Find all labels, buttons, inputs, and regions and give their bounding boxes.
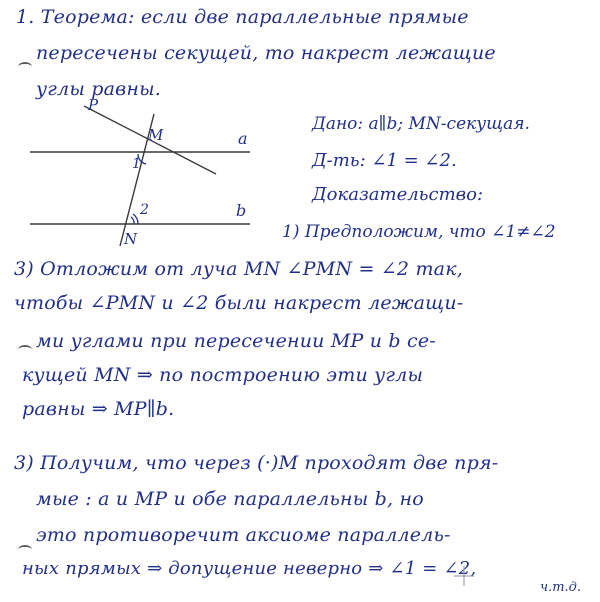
- proof-step-2-line-1: 3) Отложим от луча MN ∠PMN = ∠2 так,: [14, 258, 463, 280]
- binder-hole-mark: [18, 62, 32, 71]
- label-2: 2: [140, 202, 149, 218]
- theorem-line-3: углы равны.: [36, 78, 162, 100]
- pencil-cross-mark: [452, 564, 476, 588]
- proof-step-2-line-3: ми углами при пересечении MP и b се-: [36, 330, 436, 352]
- binder-hole-mark: [18, 345, 32, 354]
- proof-step-3-line-4: ных прямых ⇒ допущение неверно ⇒ ∠1 = ∠2,: [22, 558, 477, 579]
- theorem-line-2: пересечены секущей, то накрест лежащие: [36, 42, 496, 64]
- proof-step-3-line-1: 3) Получим, что через (·)M проходят две пря-: [14, 452, 499, 474]
- proof-step-2-line-4: кущей MN ⇒ по построению эти углы: [22, 364, 424, 386]
- label-b: b: [236, 201, 247, 220]
- to-prove-text: Д-ть: ∠1 = ∠2.: [312, 150, 457, 171]
- proof-step-1: 1) Предположим, что ∠1≠∠2: [282, 222, 556, 242]
- proof-step-2-line-5: равны ⇒ MP∥b.: [22, 398, 175, 420]
- qed-mark: ч.т.д.: [540, 580, 582, 595]
- proof-step-3-line-2: мые : a и MP и обе параллельны b, но: [36, 488, 424, 510]
- label-1: 1: [132, 156, 141, 172]
- proof-step-3-line-3: это противоречит аксиоме параллель-: [36, 524, 451, 546]
- proof-title: Доказательство:: [312, 184, 484, 205]
- label-a: a: [238, 129, 248, 148]
- given-text: Дано: a∥b; MN-секущая.: [312, 114, 530, 134]
- label-p: P: [88, 96, 99, 114]
- theorem-line-1: 1. Теорема: если две параллельные прямые: [16, 6, 469, 28]
- binder-hole-mark: [18, 545, 32, 554]
- parallel-lines-diagram: [20, 96, 280, 256]
- label-n: N: [124, 230, 138, 248]
- label-m: M: [148, 126, 164, 144]
- angle-2-arc-inner: [131, 217, 134, 224]
- proof-step-2-line-2: чтобы ∠PMN и ∠2 были накрест лежащи-: [14, 292, 464, 314]
